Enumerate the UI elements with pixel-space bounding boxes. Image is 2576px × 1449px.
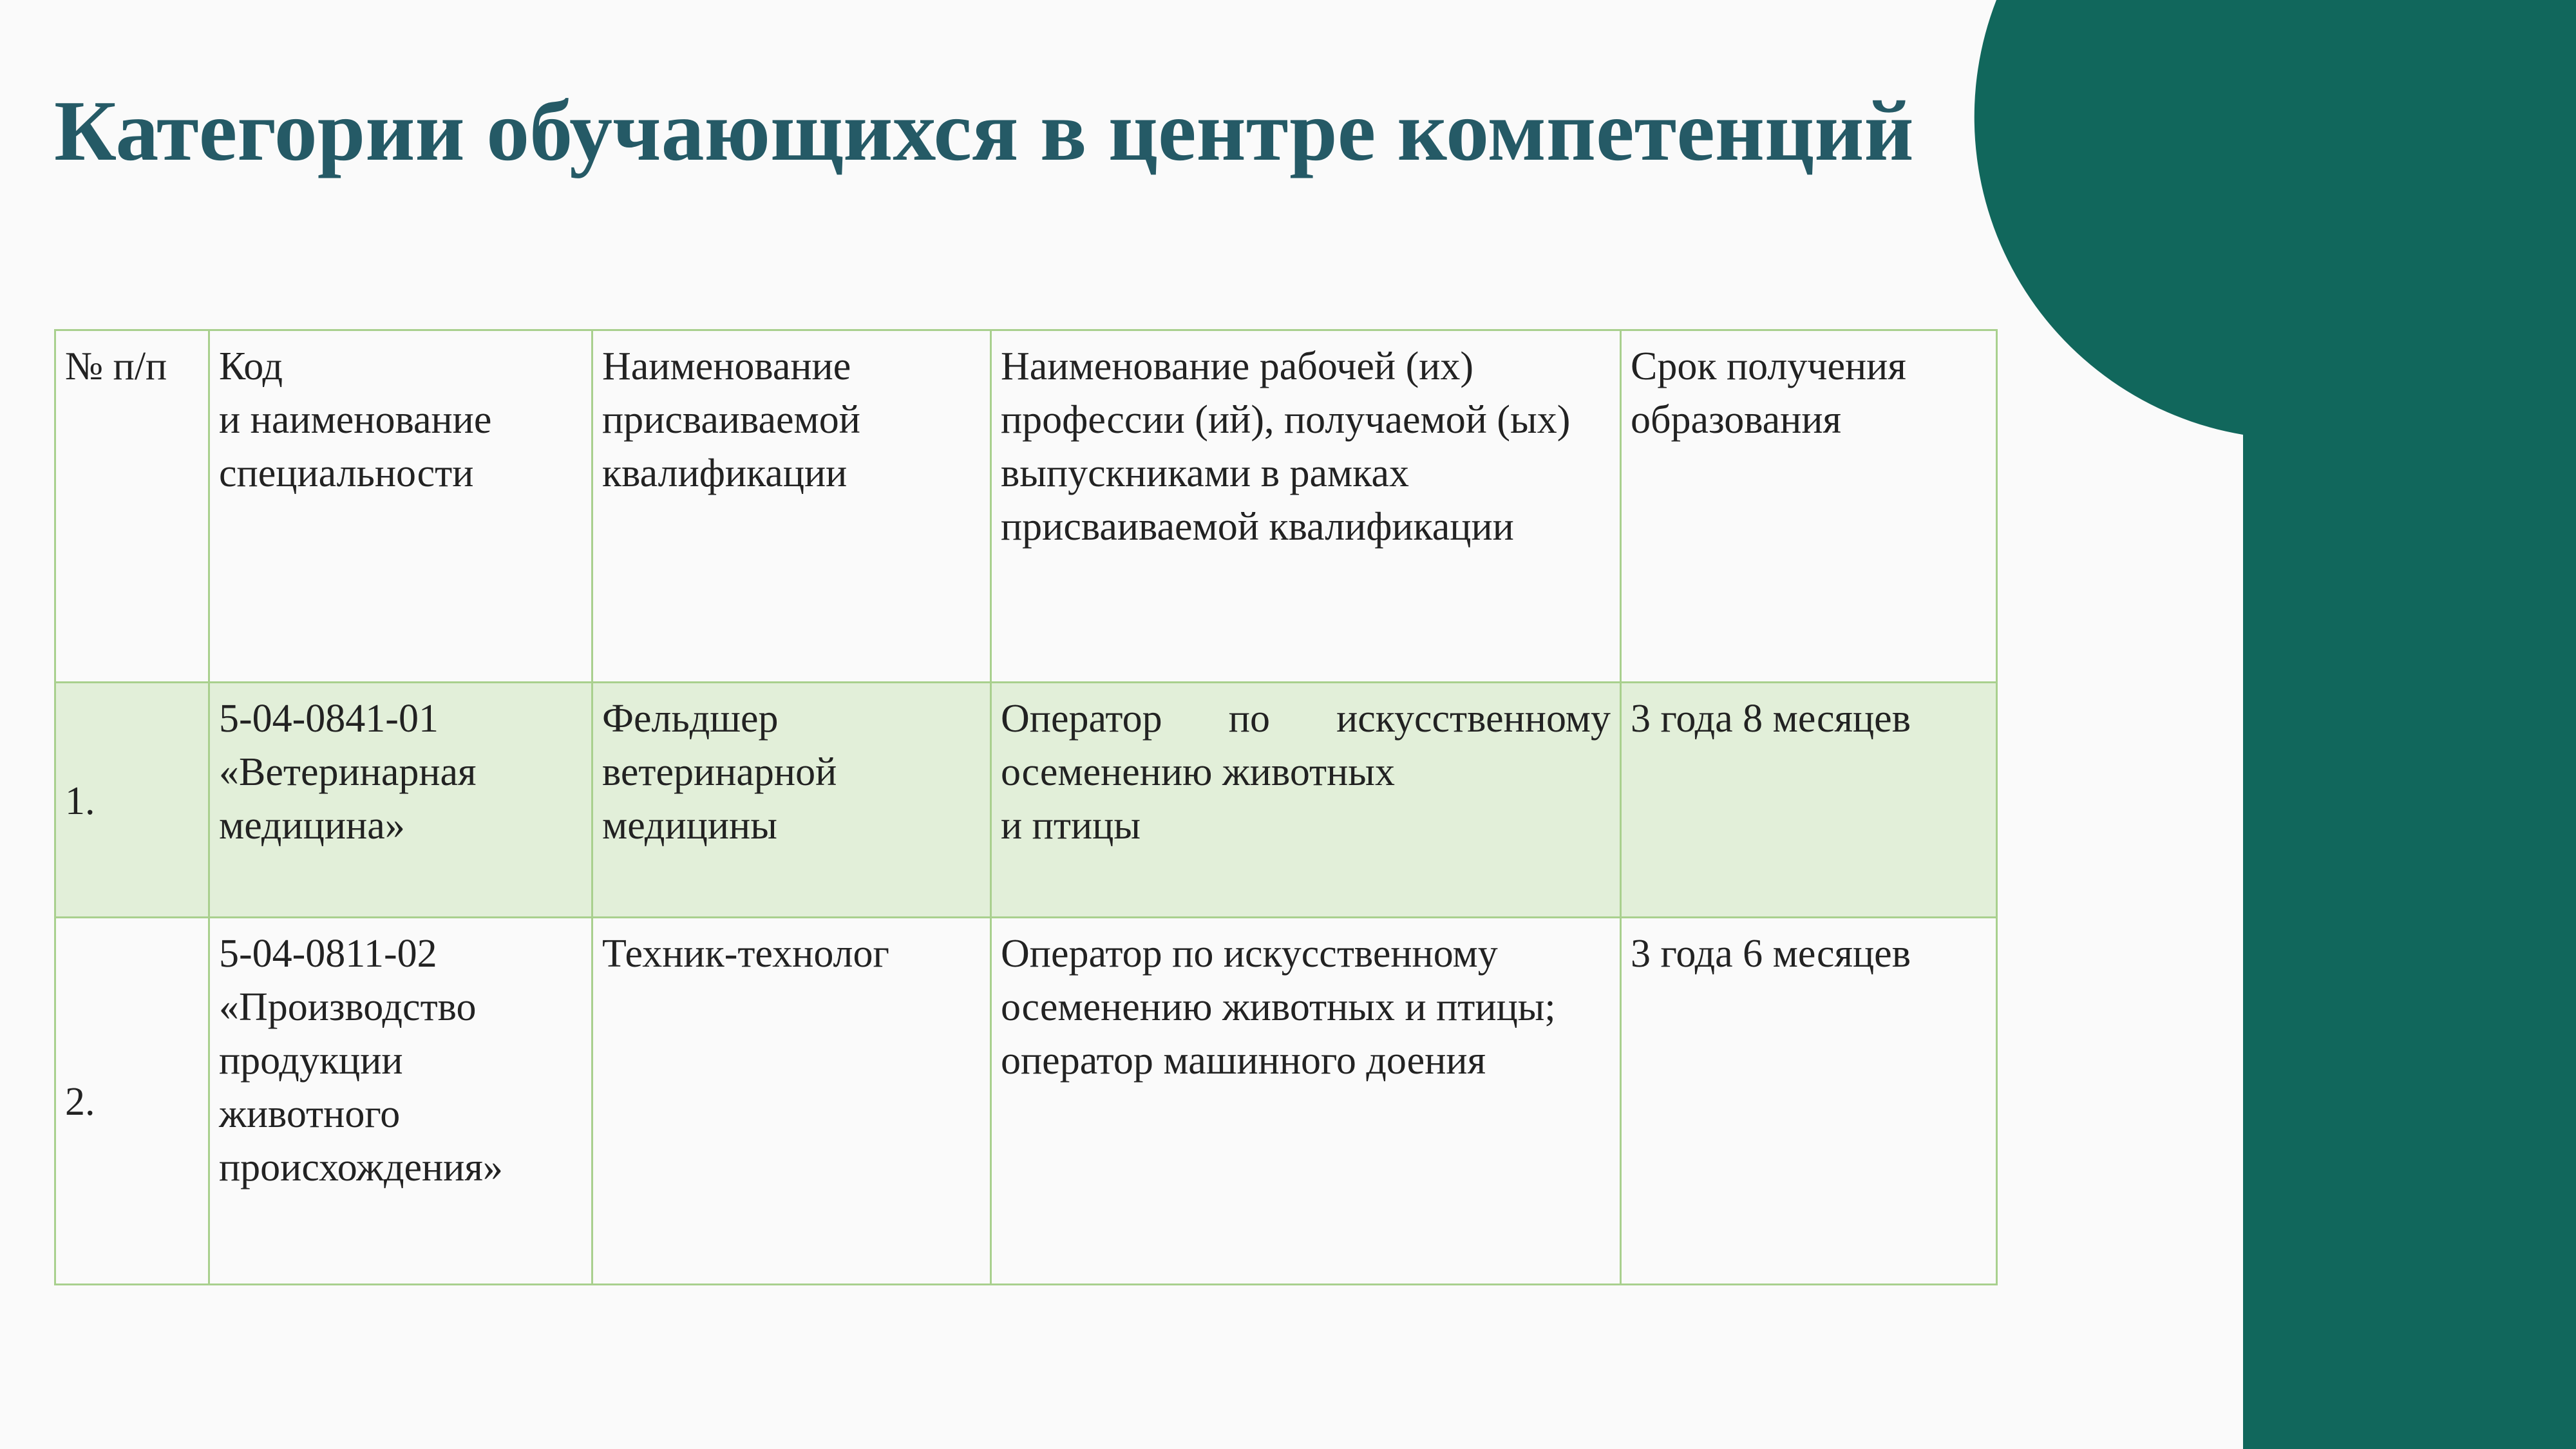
header-specialty: Код и наименование специальности (209, 330, 592, 683)
row-duration: 3 года 6 месяцев (1621, 918, 1997, 1285)
header-duration: Срок получения образования (1621, 330, 1997, 683)
table-header-row (55, 330, 1997, 683)
header-qualification: Наименование присваиваемой квалификации (592, 330, 991, 683)
row-number: 1. (55, 683, 209, 918)
row-specialty: 5-04-0811-02 «Производство продукции животного происхождения» (209, 918, 592, 1285)
table-row (55, 683, 1997, 918)
row-specialty: 5-04-0841-01 «Ветеринарная медицина» (209, 683, 592, 918)
row-number: 2. (55, 918, 209, 1285)
row-qualification: Техник-технолог (592, 918, 991, 1285)
header-professions: Наименование рабочей (их) профессии (ий), получаемой (ых) выпускниками в рамках присваиваемой квалификации (991, 330, 1621, 683)
categories-table (54, 329, 1998, 1285)
row-professions: Оператор по искусственному осеменению животных и птицы (991, 683, 1621, 918)
row-duration: 3 года 8 месяцев (1621, 683, 1997, 918)
row-qualification: Фельдшер ветеринарной медицины (592, 683, 991, 918)
row-professions: Оператор по искусственному осеменению животных и птицы; оператор машинного доения (991, 918, 1621, 1285)
page-title: Категории обучающихся в центре компетенций (54, 83, 1914, 178)
header-number: № п/п (55, 330, 209, 683)
table-row (55, 918, 1997, 1285)
